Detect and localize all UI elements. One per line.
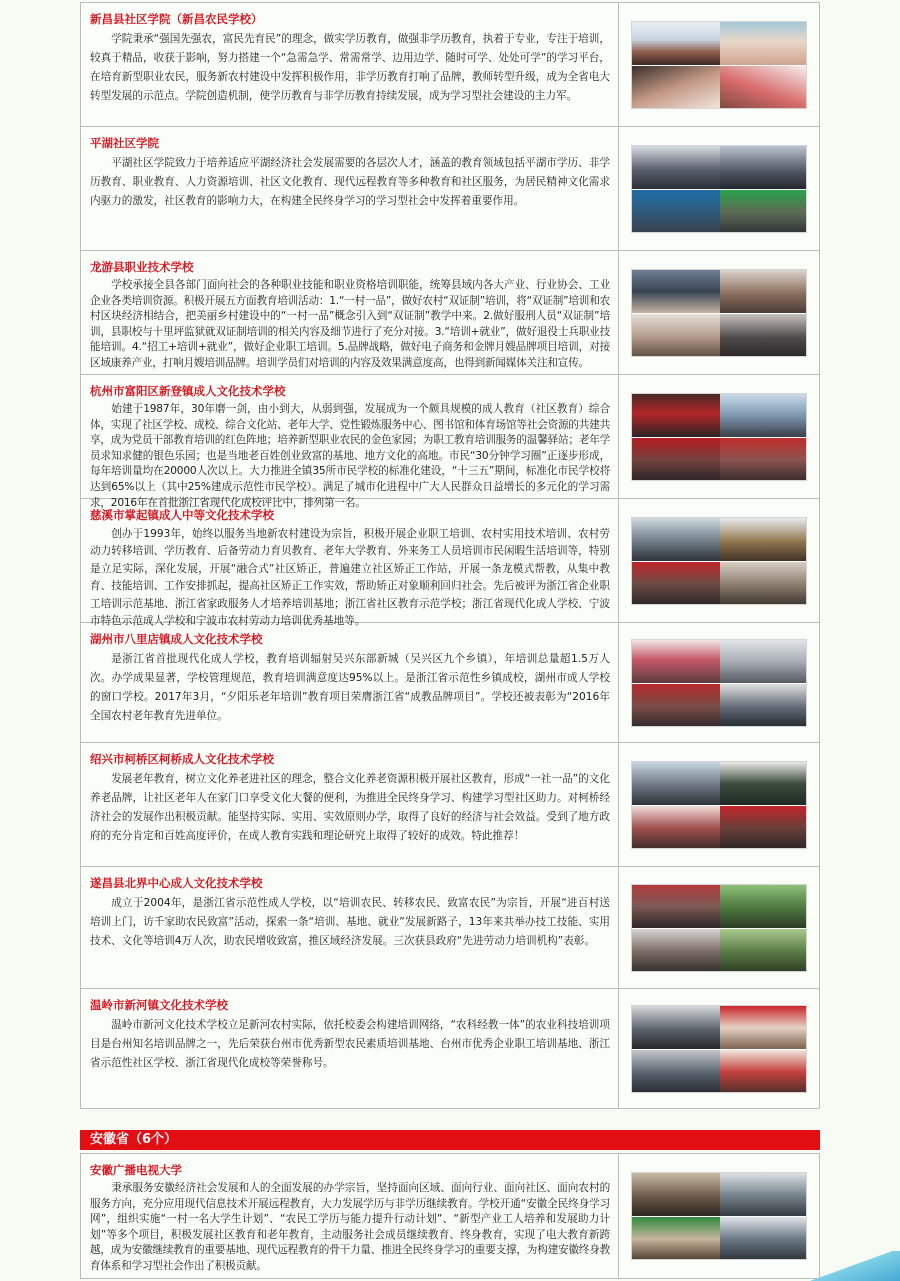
school-photo-cell (619, 623, 819, 742)
photo-image (720, 270, 807, 313)
school-description: 是浙江省首批现代化成人学校，教育培训辐射吴兴东部新城（吴兴区九个乡镇），年培训总量超1.5万人次。办学成果显著，学校管理规范，教育培训满意度达95%以上。是浙江省示范性乡镇成校，湖州市成人学校的窗口学校。2017年3月，“夕阳乐老年培训”教育项目荣膺浙江省“成教品牌项目”。学校还被表彰为“2016年全国农村老年教育先进单位。 (90, 653, 610, 722)
school-row (81, 499, 819, 628)
school-name: 绍兴市柯桥区柯桥成人文化技术学校 (90, 752, 274, 766)
photo-image (632, 762, 720, 805)
photo-image (720, 22, 807, 65)
school-text-cell (81, 1154, 619, 1278)
photo-image (720, 438, 807, 481)
school-text-cell (81, 867, 619, 988)
school-photo-collage (631, 1172, 807, 1260)
photo-image (720, 314, 807, 357)
province-header: 安徽省（6个） (80, 1130, 820, 1150)
school-name: 遂昌县北界中心成人文化技术学校 (90, 876, 263, 890)
photo-image (720, 518, 807, 561)
school-name: 安徽广播电视大学 (90, 1163, 182, 1177)
school-photo-cell (619, 251, 819, 374)
school-description: 平湖社区学院致力于培养适应平湖经济社会发展需要的各层次人才，涵盖的教育领域包括平湖市学历、非学历教育、职业教育、人力资源培训、社区文化教育、现代远程教育等多种教育和社区服务，为居民精神文化需求内驱力的激发，社区教育的影响力大，在构建全民终身学习的学习型社会中发挥着重要作用。 (90, 157, 610, 207)
school-photo-collage (631, 145, 807, 233)
school-text-cell (81, 251, 619, 374)
school-photo-collage (631, 517, 807, 605)
school-name: 平湖社区学院 (90, 136, 159, 150)
photo-image (632, 22, 720, 65)
school-photo-collage (631, 639, 807, 727)
school-name: 杭州市富阳区新登镇成人文化技术学校 (90, 384, 286, 398)
school-photo-collage (631, 393, 807, 481)
school-description: 学院秉承“强国先强农，富民先育民”的理念，做实学历教育，做强非学历教育，执着于专业，专注于培训，较真于精品，收获于影响，努力搭建一个“急需急学、常需常学、边用边学、随时可学、处处可学”的学习平台，在培育新型职业农民，服务新农村建设中发挥积极作用，非学历教育打响了品牌，教师转型升级，成为全省电大转型发展的示范点。学院创造机制，使学历教育与非学历教育持续发展，成为学习型社会建设的主力军。 (90, 33, 610, 102)
school-description: 秉承服务安徽经济社会发展和人的全面发展的办学宗旨，坚持面向区域、面向行业、面向社区、面向农村的服务方向，充分应用现代信息技术开展远程教育，大力发展学历与非学历继续教育。学校开通“安徽全民终身学习网”，组织实施“一村一名大学生计划”、“农民工学历与能力提升行动计划”、“新型产业工人培养和发展助力计划”等多个项目，积极发展社区教育和老年教育，主动服务社会成员继续教育、终身教育，实现了电大教育新跨越，成为安徽继续教育的重要基地、现代远程教育的骨干力量、推进全民终身学习的重要支撑，为构建安徽终身教育体系和学习型社会作出了积极贡献。 (90, 1182, 610, 1272)
school-row (81, 375, 819, 509)
school-photo-cell (619, 127, 819, 250)
school-name: 慈溪市掌起镇成人中等文化技术学校 (90, 508, 274, 522)
school-photo-collage (631, 884, 807, 972)
photo-image (720, 1006, 807, 1049)
school-photo-cell (619, 743, 819, 866)
photo-image (720, 806, 807, 849)
school-row (81, 989, 819, 1109)
photo-image (632, 1006, 720, 1049)
school-row (81, 251, 819, 375)
photo-image (632, 929, 720, 972)
photo-image (632, 518, 720, 561)
school-text-cell (81, 623, 619, 742)
photo-image (632, 66, 720, 109)
photo-image (632, 270, 720, 313)
photo-image (720, 190, 807, 233)
photo-image (720, 929, 807, 972)
photo-image (632, 806, 720, 849)
school-text-cell (81, 375, 619, 509)
school-photo-cell (619, 499, 819, 622)
photo-image (720, 394, 807, 437)
school-row (81, 3, 819, 127)
photo-image (632, 1050, 720, 1093)
photo-image (632, 640, 720, 683)
school-photo-collage (631, 269, 807, 357)
photo-image (720, 562, 807, 605)
photo-image (632, 314, 720, 357)
photo-image (632, 885, 720, 928)
photo-image (632, 1173, 720, 1216)
school-photo-collage (631, 21, 807, 109)
school-photo-collage (631, 1005, 807, 1093)
school-text-cell (81, 989, 619, 1109)
school-name: 温岭市新河镇文化技术学校 (90, 998, 228, 1012)
school-table-anhui (80, 1153, 820, 1279)
photo-image (632, 190, 720, 233)
school-text-cell (81, 127, 619, 250)
photo-image (720, 885, 807, 928)
school-description: 创办于1993年，始终以服务当地新农村建设为宗旨，积极开展企业职工培训、农村实用技术培训、农村劳动力转移培训、学历教育、后备劳动力育贝教育、老年大学教育、外来务工人员培训市民闲暇生活培训等，特别是立足实际，深化发展，开展“融合式”社区矫正，普遍建立社区矫正工作站，开展一条龙模式帮教，从集中教育、技能培训、工作安排抓起，提高社区矫正工作实效，帮助矫正对象顺利回归社会。先后被评为浙江省企业职工培训示范基地、浙江省家政服务人才培养培训基地；浙江省社区教育示范学校；浙江省现代化成人学校、宁波市特色示范成人学校和宁波市农村劳动力培训优秀基地等。 (90, 528, 610, 628)
school-photo-cell (619, 867, 819, 988)
school-row (81, 743, 819, 867)
photo-image (632, 684, 720, 727)
school-row (81, 623, 819, 743)
school-row (81, 127, 819, 251)
photo-image (632, 438, 720, 481)
photo-image (720, 1050, 807, 1093)
school-row (81, 1154, 819, 1278)
school-name: 龙游县职业技术学校 (90, 260, 194, 274)
school-photo-cell (619, 989, 819, 1109)
school-description: 学校承接全县各部门面向社会的各种职业技能和职业资格培训职能，统筹县域内各大产业、行业协会、工业企业各类培训资源。积极开展五方面教育培训活动：1.“一村一品”，做好农村“双证制”培训，将“双证制”培训和农村区块经济相结合，把美丽乡村建设中的“一村一品”概念引入到“双证制”教学中来。2.做好服刑人员“双证制”培训，县职校与十里坪监狱就双证制培训的相关内容及细节进行了充分对接。3.“培训+就业”，做好退役士兵职业技能培训。4.“招工+培训+就业”，做好企业职工培训。5.品牌战略，做好电子商务和金牌月嫂品牌项目培训，对接区域康养产业，打响月嫂培训品牌。培训学员们对培训的内容及效果满意度高，也得到新闻媒体关注和宣传。 (90, 279, 610, 369)
school-description: 温岭市新河文化技术学校立足新河农村实际，依托校委会构建培训网络，“农科经教一体”的农业科技培训项目是台州知名培训品牌之一，先后荣获台州市优秀新型农民素质培训基地、台州市优秀企业职工培训基地、浙江省示范性社区学校、浙江省现代化成校等荣誉称号。 (90, 1019, 610, 1069)
photo-image (632, 562, 720, 605)
photo-image (720, 762, 807, 805)
photo-image (720, 1173, 807, 1216)
school-description: 成立于2004年，是浙江省示范性成人学校，以“培训农民、转移农民、致富农民”为宗旨，开展“进百村送培训上门，访千家助农民致富”活动，探索一条“培训、基地、就业”发展新路子，13年来共举办技工技能、实用技术、文化等培训4万人次，助农民增收致富，推区域经济发展。三次获县政府“先进劳动力培训机构”表彰。 (90, 897, 610, 947)
school-name: 新昌县社区学院（新昌农民学校） (90, 12, 263, 26)
school-table-zhejiang (80, 2, 820, 1109)
photo-image (720, 66, 807, 109)
school-photo-collage (631, 761, 807, 849)
photo-image (720, 684, 807, 727)
photo-image (632, 146, 720, 189)
school-text-cell (81, 499, 619, 628)
school-text-cell (81, 743, 619, 866)
school-description: 始建于1987年，30年磨一剑，由小到大，从弱到强，发展成为一个颇具规模的成人教育（社区教育）综合体，实现了社区学校、成校、综合文化站、老年大学、党性锻炼服务中心、图书馆和体育场馆等社会资源的共建共享，成为党员干部教育培训的红色阵地；培养新型职业农民的金色家园；为职工教育培训服务的温馨驿站；老年学员求知求健的银色乐园；也是当地老百姓创业致富的基地、地方文化的高地。市民“30分钟学习圈”正逐步形成，每年培训量均在20000人次以上。大力推进全镇35所市民学校的标准化建设，“十三五”期间，标准化市民学校将达到65%以上（其中25%建成示范性市民学校）。满足了城市化进程中广大人民群众日益增长的多元化的学习需求，2016年在首批浙江省现代化成校评比中，排列第一名。 (90, 403, 610, 509)
photo-image (632, 1217, 720, 1260)
school-row (81, 867, 819, 989)
school-name: 湖州市八里店镇成人文化技术学校 (90, 632, 263, 646)
school-description: 发展老年教育，树立文化养老进社区的理念，整合文化养老资源积极开展社区教育，形成“一社一品”的文化养老品牌，让社区老年人在家门口享受文化大餐的便利，为推进全民终身学习、构建学习型社区助力。对柯桥经济社会的发展作出积极贡献。能坚持实际、实用、实效原则办学，取得了良好的经济与社会效益。受到了地方政府的充分肯定和百姓高度评价，在成人教育实践和理论研究上取得了较好的成效。特此推荐！ (90, 773, 610, 842)
school-text-cell (81, 3, 619, 126)
photo-image (632, 394, 720, 437)
school-photo-cell (619, 3, 819, 126)
photo-image (720, 146, 807, 189)
school-photo-cell (619, 375, 819, 498)
photo-image (720, 640, 807, 683)
corner-decoration (780, 1251, 900, 1281)
